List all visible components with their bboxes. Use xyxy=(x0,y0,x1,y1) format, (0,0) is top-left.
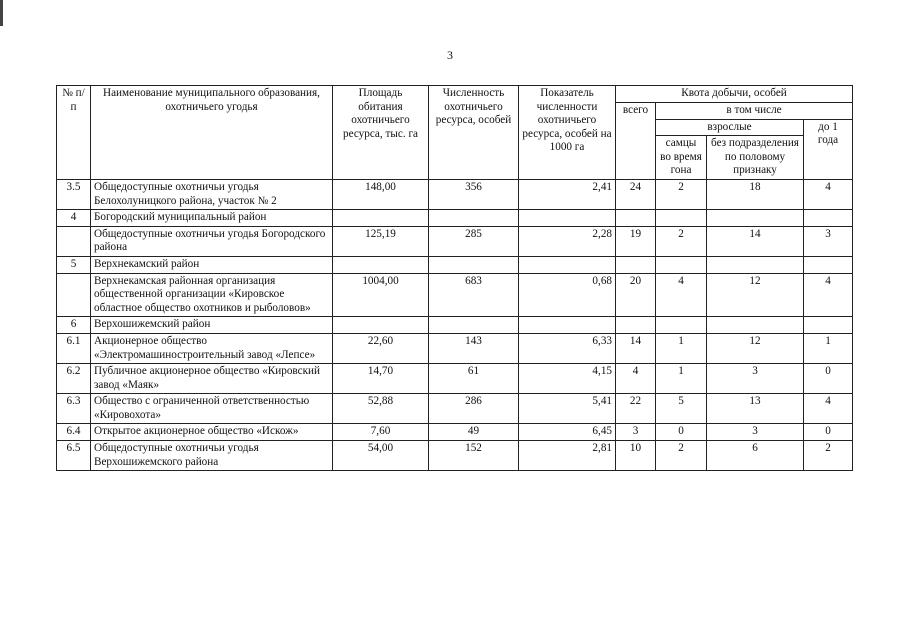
cell-index: 6,45 xyxy=(519,424,616,441)
table-row xyxy=(57,210,853,227)
cell-index xyxy=(519,210,616,227)
header-under-1-year: до 1 года xyxy=(804,119,853,179)
cell-index: 0,68 xyxy=(519,273,616,317)
cell-nosex: 3 xyxy=(707,364,804,394)
table-row xyxy=(57,364,853,394)
cell-name: Общество с ограниченной ответственностью «Кировохота» xyxy=(91,394,333,424)
header-total: всего xyxy=(616,103,656,180)
cell-index: 2,41 xyxy=(519,179,616,209)
table-row xyxy=(57,226,853,256)
cell-count: 61 xyxy=(429,364,519,394)
cell-num xyxy=(57,226,91,256)
cell-total xyxy=(616,210,656,227)
cell-under1 xyxy=(804,256,853,273)
table-row xyxy=(57,333,853,363)
table-row xyxy=(57,179,853,209)
cell-total xyxy=(616,256,656,273)
cell-num: 4 xyxy=(57,210,91,227)
cell-area xyxy=(333,317,429,334)
cell-name: Открытое акционерное общество «Искож» xyxy=(91,424,333,441)
header-name: Наименование муниципального образования, охотничьего угодья xyxy=(91,86,333,180)
cell-under1: 4 xyxy=(804,179,853,209)
cell-males: 2 xyxy=(656,179,707,209)
cell-males: 1 xyxy=(656,364,707,394)
table-row xyxy=(57,394,853,424)
cell-index: 2,28 xyxy=(519,226,616,256)
header-area: Площадь обитания охотничьего ресурса, тыс. га xyxy=(333,86,429,180)
cell-count xyxy=(429,317,519,334)
cell-area: 148,00 xyxy=(333,179,429,209)
cell-under1 xyxy=(804,210,853,227)
cell-area xyxy=(333,256,429,273)
cell-total: 19 xyxy=(616,226,656,256)
cell-area: 22,60 xyxy=(333,333,429,363)
cell-nosex: 6 xyxy=(707,441,804,471)
header-no-sex-division: без подразделения по половому признаку xyxy=(707,136,804,180)
cell-num: 6.2 xyxy=(57,364,91,394)
cell-num: 3.5 xyxy=(57,179,91,209)
cell-area: 125,19 xyxy=(333,226,429,256)
cell-count xyxy=(429,256,519,273)
cell-name: Верхнекамский район xyxy=(91,256,333,273)
cell-under1: 4 xyxy=(804,273,853,317)
scan-edge-mark xyxy=(0,0,3,26)
cell-total: 22 xyxy=(616,394,656,424)
cell-area: 14,70 xyxy=(333,364,429,394)
cell-total: 4 xyxy=(616,364,656,394)
cell-name: Публичное акционерное общество «Кировский завод «Маяк» xyxy=(91,364,333,394)
cell-index: 5,41 xyxy=(519,394,616,424)
table-row xyxy=(57,273,853,317)
cell-males xyxy=(656,256,707,273)
cell-name: Богородский муниципальный район xyxy=(91,210,333,227)
cell-num xyxy=(57,273,91,317)
cell-num: 6.3 xyxy=(57,394,91,424)
table-row xyxy=(57,256,853,273)
cell-total: 3 xyxy=(616,424,656,441)
header-quota: Квота добычи, особей xyxy=(616,86,853,103)
cell-name: Верхошижемский район xyxy=(91,317,333,334)
cell-under1: 0 xyxy=(804,424,853,441)
cell-area: 1004,00 xyxy=(333,273,429,317)
header-adults: взрослые xyxy=(656,119,804,136)
table-body xyxy=(57,179,853,470)
cell-nosex: 12 xyxy=(707,333,804,363)
cell-males: 5 xyxy=(656,394,707,424)
cell-nosex: 12 xyxy=(707,273,804,317)
cell-index: 2,81 xyxy=(519,441,616,471)
header-including: в том числе xyxy=(656,103,853,120)
cell-total: 14 xyxy=(616,333,656,363)
table-row xyxy=(57,441,853,471)
cell-males: 1 xyxy=(656,333,707,363)
cell-area: 7,60 xyxy=(333,424,429,441)
cell-under1: 3 xyxy=(804,226,853,256)
cell-nosex xyxy=(707,317,804,334)
cell-nosex xyxy=(707,210,804,227)
cell-males xyxy=(656,317,707,334)
cell-nosex: 18 xyxy=(707,179,804,209)
cell-nosex xyxy=(707,256,804,273)
cell-index: 6,33 xyxy=(519,333,616,363)
cell-under1: 1 xyxy=(804,333,853,363)
cell-count: 152 xyxy=(429,441,519,471)
cell-count: 49 xyxy=(429,424,519,441)
cell-num: 6.5 xyxy=(57,441,91,471)
cell-name: Общедоступные охотничьи угодья Верхошижемского района xyxy=(91,441,333,471)
cell-num: 5 xyxy=(57,256,91,273)
header-num: № п/п xyxy=(57,86,91,180)
cell-name: Акционерное общество «Электромашиностроительный завод «Лепсе» xyxy=(91,333,333,363)
cell-area: 54,00 xyxy=(333,441,429,471)
cell-count: 285 xyxy=(429,226,519,256)
cell-count: 286 xyxy=(429,394,519,424)
cell-num: 6.1 xyxy=(57,333,91,363)
cell-index xyxy=(519,317,616,334)
cell-count: 683 xyxy=(429,273,519,317)
cell-nosex: 3 xyxy=(707,424,804,441)
cell-index: 4,15 xyxy=(519,364,616,394)
cell-count: 143 xyxy=(429,333,519,363)
hunting-quota-table xyxy=(56,85,853,471)
cell-area: 52,88 xyxy=(333,394,429,424)
header-count: Численность охотничьего ресурса, особей xyxy=(429,86,519,180)
cell-name: Общедоступные охотничьи угодья Белохолуницкого района, участок № 2 xyxy=(91,179,333,209)
cell-nosex: 14 xyxy=(707,226,804,256)
table-row xyxy=(57,424,853,441)
cell-count: 356 xyxy=(429,179,519,209)
cell-name: Общедоступные охотничьи угодья Богородского района xyxy=(91,226,333,256)
cell-males: 0 xyxy=(656,424,707,441)
cell-area xyxy=(333,210,429,227)
cell-index xyxy=(519,256,616,273)
cell-under1 xyxy=(804,317,853,334)
cell-males: 4 xyxy=(656,273,707,317)
cell-num: 6.4 xyxy=(57,424,91,441)
header-males-rut: самцы во время гона xyxy=(656,136,707,180)
cell-nosex: 13 xyxy=(707,394,804,424)
cell-total: 20 xyxy=(616,273,656,317)
cell-num: 6 xyxy=(57,317,91,334)
table-row xyxy=(57,317,853,334)
cell-under1: 2 xyxy=(804,441,853,471)
page-number: 3 xyxy=(447,48,453,62)
cell-males: 2 xyxy=(656,226,707,256)
cell-under1: 0 xyxy=(804,364,853,394)
cell-total: 10 xyxy=(616,441,656,471)
cell-under1: 4 xyxy=(804,394,853,424)
header-index: Показатель численности охотничьего ресурса, особей на 1000 га xyxy=(519,86,616,180)
cell-count xyxy=(429,210,519,227)
cell-males xyxy=(656,210,707,227)
cell-males: 2 xyxy=(656,441,707,471)
cell-total xyxy=(616,317,656,334)
cell-total: 24 xyxy=(616,179,656,209)
cell-name: Верхнекамская районная организация общественной организации «Кировское областное общество охотников и рыболовов» xyxy=(91,273,333,317)
